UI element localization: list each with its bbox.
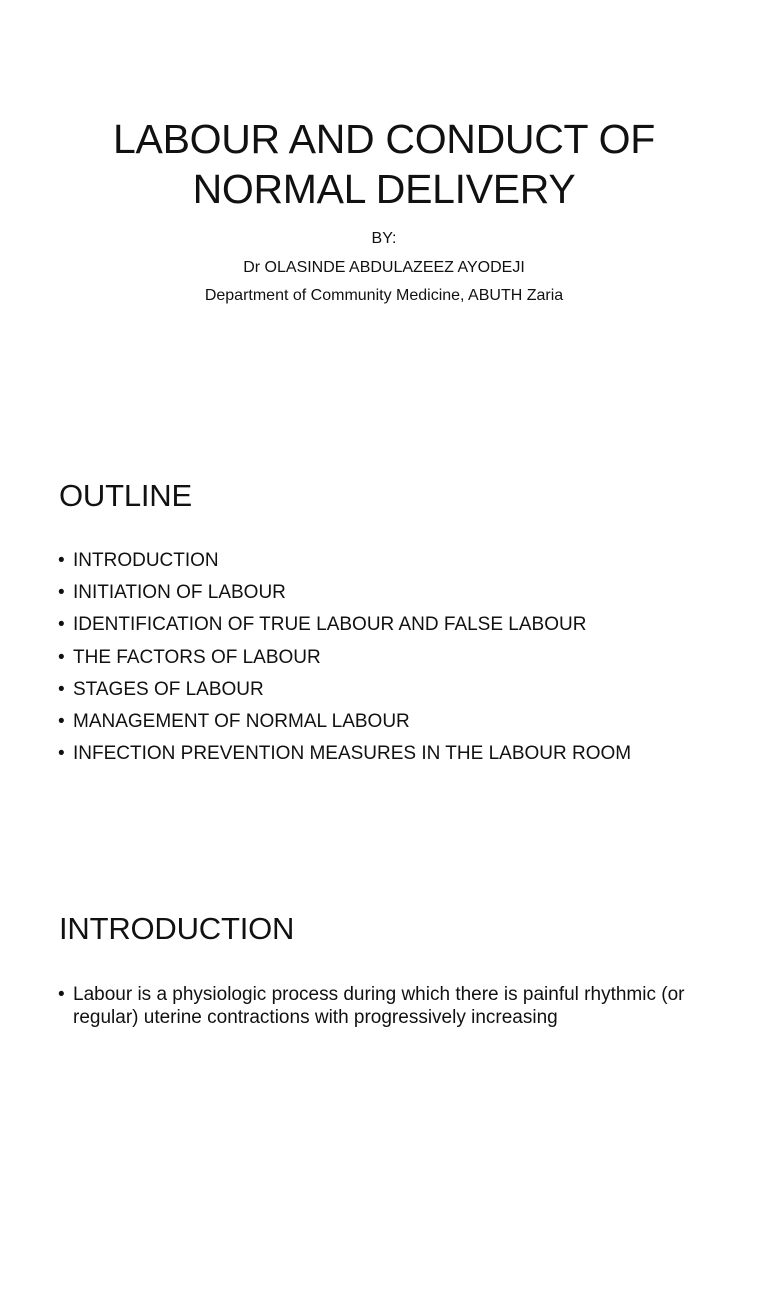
outline-heading: OUTLINE — [59, 478, 192, 513]
presentation-title — [0, 114, 768, 214]
outline-item-text: THE FACTORS OF LABOUR — [73, 646, 321, 668]
introduction-heading: INTRODUCTION — [59, 911, 295, 946]
title-slide — [0, 0, 768, 432]
introduction-body — [58, 983, 718, 1029]
bullet-icon: • — [58, 743, 65, 765]
introduction-bullet — [58, 983, 718, 1029]
title-line-1: LABOUR AND CONDUCT OF — [113, 116, 655, 162]
outline-item — [58, 545, 631, 577]
outline-list — [58, 545, 631, 770]
bullet-icon: • — [58, 550, 65, 571]
outline-slide — [0, 432, 768, 864]
title-line-2: NORMAL DELIVERY — [192, 166, 576, 212]
bullet-icon: • — [58, 678, 65, 700]
outline-item — [58, 706, 631, 738]
introduction-paragraph: Labour is a physiologic process during which there is painful rhythmic (or regular) uterine contractions with progressively increasing — [73, 984, 685, 1028]
outline-item — [58, 642, 631, 674]
outline-item-text: STAGES OF LABOUR — [73, 678, 264, 700]
bullet-icon: • — [58, 614, 65, 636]
bullet-icon: • — [58, 582, 65, 604]
outline-item-text: MANAGEMENT OF NORMAL LABOUR — [73, 710, 410, 732]
outline-item-text: INITIATION OF LABOUR — [73, 582, 286, 604]
bullet-icon: • — [58, 710, 65, 732]
by-label: BY: — [371, 230, 397, 247]
introduction-slide — [0, 864, 768, 1296]
outline-item — [58, 577, 631, 609]
outline-item-text: INTRODUCTION — [73, 550, 219, 571]
author-name: Dr OLASINDE ABDULAZEEZ AYODEJI — [243, 259, 525, 276]
outline-item-text: INFECTION PREVENTION MEASURES IN THE LABOUR ROOM — [73, 743, 632, 765]
outline-item — [58, 609, 631, 641]
bullet-icon: • — [58, 984, 65, 1005]
outline-item-text: IDENTIFICATION OF TRUE LABOUR AND FALSE LABOUR — [73, 614, 587, 636]
bullet-icon: • — [58, 646, 65, 668]
outline-item — [58, 738, 631, 770]
outline-item — [58, 674, 631, 706]
department-affiliation: Department of Community Medicine, ABUTH Zaria — [204, 287, 564, 304]
